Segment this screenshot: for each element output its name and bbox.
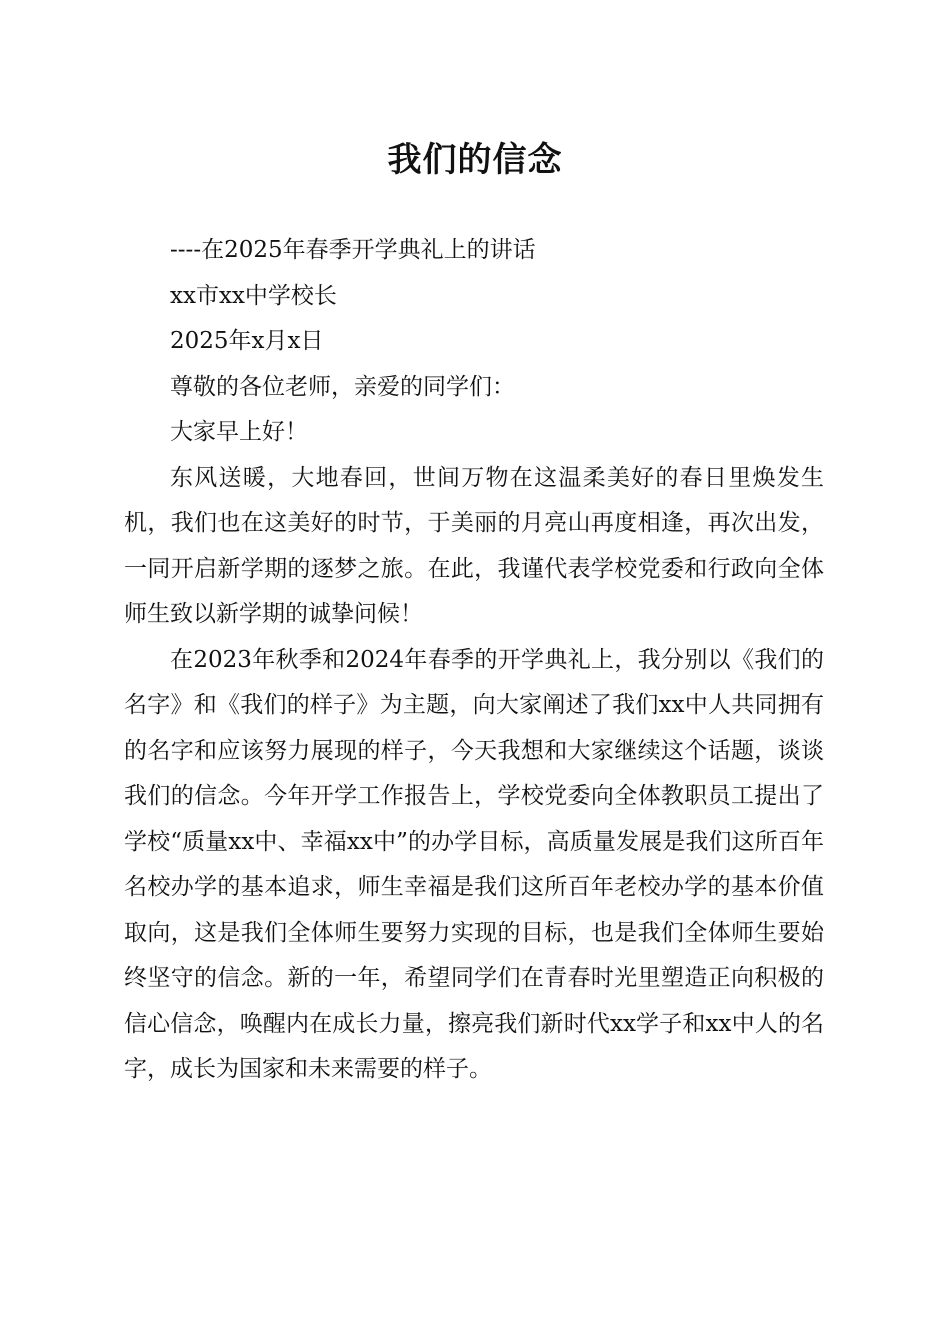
document-title: 我们的信念 bbox=[387, 140, 563, 180]
document-body bbox=[124, 228, 824, 1093]
date-line: 2025年x月x日 bbox=[170, 328, 324, 354]
speech-subtitle: ----在2025年春季开学典礼上的讲话 bbox=[170, 237, 536, 263]
author-line: xx市xx中学校长 bbox=[170, 282, 337, 309]
salutation: 尊敬的各位老师，亲爱的同学们： bbox=[170, 373, 515, 400]
body-paragraph: 东风送暖，大地春回，世间万物在这温柔美好的春日里焕发生机，我们也在这美好的时节，于美丽的月亮山再度相逢，再次出发，一同开启新学期的逐梦之旅。在此，我谨代表学校党委和行政向全体师生致以新学期的诚挚问候！ bbox=[124, 464, 824, 627]
body-paragraph: 在2023年秋季和2024年春季的开学典礼上，我分别以《我们的名字》和《我们的样子》为主题，向大家阐述了我们xx中人共同拥有的名字和应该努力展现的样子，今天我想和大家继续这个话题，谈谈我们的信念。今年开学工作报告上，学校党委向全体教职员工提出了学校“质量xx中、幸福xx中”的办学目标，高质量发展是我们这所百年名校办学的基本追求，师生幸福是我们这所百年老校办学的基本价值取向，这是我们全体师生要努力实现的目标，也是我们全体师生要始终坚守的信念。新的一年，希望同学们在青春时光里塑造正向积极的信心信念，唤醒内在成长力量，擦亮我们新时代xx学子和xx中人的名字，成长为国家和未来需要的样子。 bbox=[124, 646, 824, 1082]
greeting: 大家早上好！ bbox=[170, 419, 308, 445]
